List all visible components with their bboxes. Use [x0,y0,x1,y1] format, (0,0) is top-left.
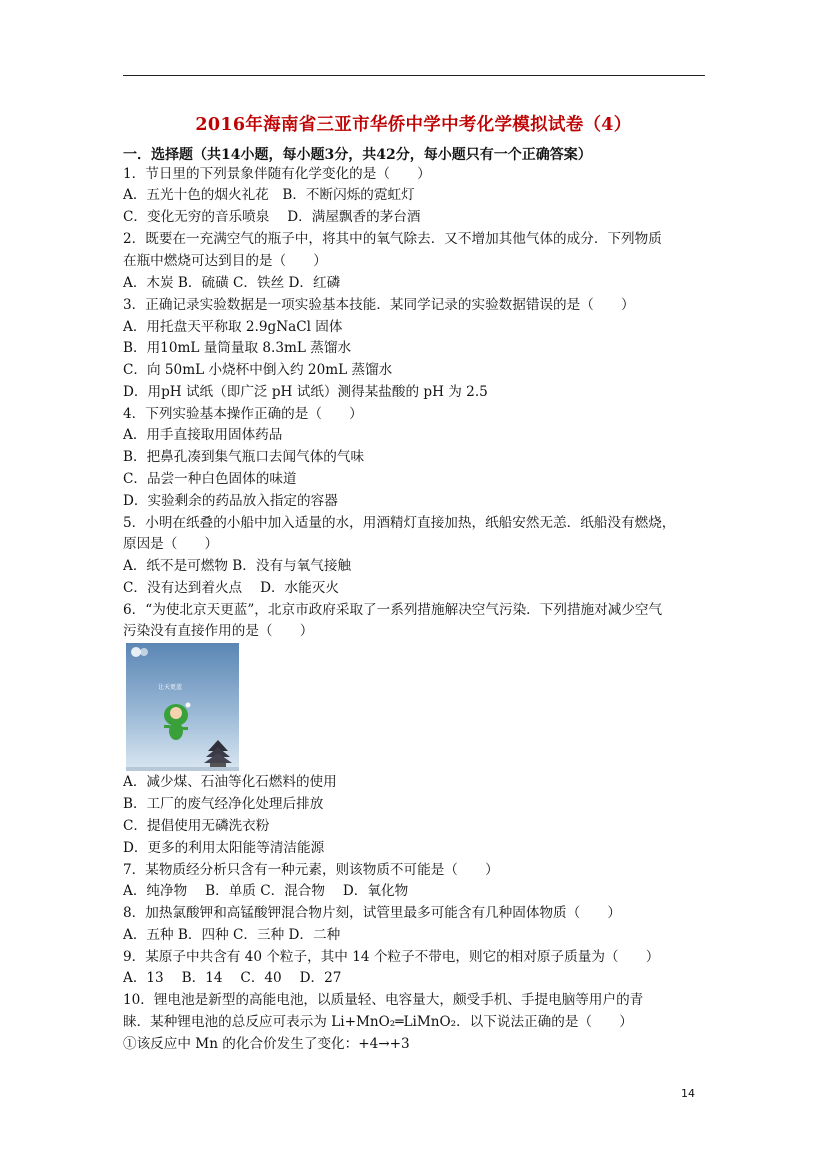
text-line: 5．小明在纸叠的小船中加入适量的水，用酒精灯直接加热，纸船安然无恙．纸船没有燃烧， [123,515,676,531]
beijing-sky-poster-image [126,643,239,771]
text-line: D．实验剩余的药品放入指定的容器 [123,493,338,509]
text-line: A．用手直接取用固体药品 [123,427,283,443]
text-line: 3．正确记录实验数据是一项实验基本技能．某同学记录的实验数据错误的是（ ） [123,297,635,313]
text-line: 原因是（ ） [123,536,219,552]
text-line: 9．某原子中共含有 40 个粒子，其中 14 个粒子不带电，则它的相对原子质量为（ ） [123,949,660,965]
text-line: D．更多的利用太阳能等清洁能源 [123,840,325,856]
text-line: 10．锂电池是新型的高能电池，以质量轻、电容量大，颇受手机、手提电脑等用户的青 [123,992,644,1008]
text-line: 污染没有直接作用的是（ ） [123,623,314,639]
section-heading: 一．选择题（共14小题，每小题3分，共42分，每小题只有一个正确答案） [123,147,592,163]
text-line: 1．节日里的下列景象伴随有化学变化的是（ ） [123,166,431,182]
text-line: 4．下列实验基本操作正确的是（ ） [123,406,363,422]
text-line: A．五光十色的烟火礼花 B．不断闪烁的霓虹灯 [123,187,415,203]
text-line: 2．既要在一充满空气的瓶子中，将其中的氧气除去．又不增加其他气体的成分．下列物质 [123,231,662,247]
text-line: B．用10mL 量筒量取 8.3mL 蒸馏水 [123,340,352,356]
text-line: A．五种 B．四种 C．三种 D．二种 [123,927,341,943]
page-number: 14 [681,1087,695,1100]
text-line: A．减少煤、石油等化石燃料的使用 [123,774,337,790]
exam-title: 2016年海南省三亚市华侨中学中考化学模拟试卷（4） [195,115,632,135]
text-line: C．变化无穷的音乐喷泉 D．满屋飘香的茅台酒 [123,209,421,225]
text-line: ①该反应中 Mn 的化合价发生了变化：+4→+3 [123,1036,410,1052]
text-line: 8．加热氯酸钾和高锰酸钾混合物片刻，试管里最多可能含有几种固体物质（ ） [123,905,622,921]
text-line: A．纯净物 B．单质 C．混合物 D．氧化物 [123,883,409,899]
text-line: D．用pH 试纸（即广泛 pH 试纸）测得某盐酸的 pH 为 2.5 [123,384,488,400]
text-line: C．提倡使用无磷洗衣粉 [123,818,270,834]
text-line: B．把鼻孔凑到集气瓶口去闻气体的气味 [123,449,365,465]
poster-caption: 让天更蓝 [158,684,183,691]
text-line: 在瓶中燃烧可达到目的是（ ） [123,253,327,269]
text-line: 睐．某种锂电池的总反应可表示为 Li+MnO₂═LiMnO₂．以下说法正确的是（ ） [123,1014,633,1030]
text-line: B．工厂的废气经净化处理后排放 [123,796,324,812]
text-line: C．向 50mL 小烧杯中倒入约 20mL 蒸馏水 [123,362,393,378]
text-line: 6．“为使北京天更蓝”，北京市政府采取了一系列措施解决空气污染．下列措施对减少空气 [123,602,663,618]
text-line: C．品尝一种白色固体的味道 [123,471,297,487]
text-line: C．没有达到着火点 D．水能灭火 [123,580,339,596]
text-line: A．纸不是可燃物 B．没有与氧气接触 [123,558,352,574]
text-line: A．13 B．14 C．40 D．27 [123,970,342,986]
text-line: A．木炭 B．硫磺 C．铁丝 D．红磷 [123,275,341,291]
header-rule [123,75,705,76]
text-line: A．用托盘天平称取 2.9gNaCl 固体 [123,319,343,335]
text-line: 7．某物质经分析只含有一种元素，则该物质不可能是（ ） [123,862,499,878]
poster-illustration [126,643,239,771]
